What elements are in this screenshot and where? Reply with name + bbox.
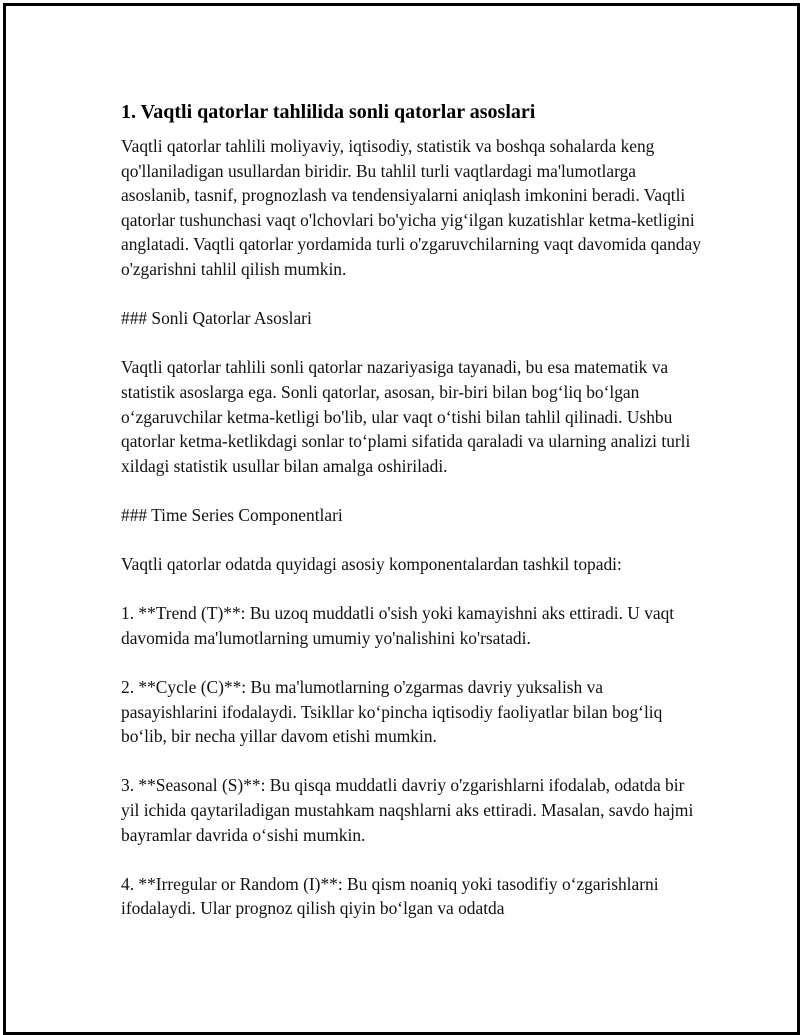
document-body — [121, 100, 701, 946]
list-item-cycle: 2. **Cycle (C)**: Bu ma'lumotlarning o'zgarmas davriy yuksalish va pasayishlarini ifodalaydi. Tsikllar ko‘pincha iqtisodiy faoliyatlar bilan bog‘liq bo‘lib, bir necha yillar davom etishi mumkin. — [121, 677, 663, 747]
page-frame — [3, 3, 800, 1035]
paragraph-intro: Vaqtli qatorlar tahlili moliyaviy, iqtisodiy, statistik va boshqa sohalarda keng qo'llaniladigan usullardan biridir. Bu tahlil turli vaqtlardagi ma'lumotlarga asoslanib, tasnif, prognozlash va tendensiyalarni aniqlash imkonini beradi. Vaqtli qatorlar tushunchasi vaqt o'lchovlari bo'yicha yig‘ilgan kuzatishlar ketma-ketligini anglatadi. Vaqtli qatorlar yordamida turli o'zgaruvchilarning vaqt davomida qanday o'zgarishni tahlil qilish mumkin. — [121, 136, 701, 279]
list-item-trend: 1. **Trend (T)**: Bu uzoq muddatli o'sish yoki kamayishni aks ettiradi. U vaqt davomida ma'lumotlarning umumiy yo'nalishini ko'rsatadi. — [121, 603, 675, 648]
section-heading-sonli-qatorlar: ### Sonli Qatorlar Asoslari — [121, 308, 312, 329]
document-title: 1. Vaqtli qatorlar tahlilida sonli qatorlar asoslari — [121, 101, 536, 123]
paragraph-sonli-qatorlar: Vaqtli qatorlar tahlili sonli qatorlar nazariyasiga tayanadi, bu esa matematik va statistik asoslarga ega. Sonli qatorlar, asosan, bir-biri bilan bog‘liq bo‘lgan o‘zgaruvchilar ketma-ketligi bo'lib, ular vaqt o‘tishi bilan tahlil qilinadi. Ushbu qatorlar ketma-ketlikdagi sonlar to‘plami sifatida qaraladi va ularning analizi turli xildagi statistik usullar bilan amalga oshiriladi. — [121, 357, 691, 476]
list-item-seasonal: 3. **Seasonal (S)**: Bu qisqa muddatli davriy o'zgarishlarni ifodalab, odatda bir yil ichida qaytariladigan mustahkam naqshlarni aks ettiradi. Masalan, savdo hajmi bayramlar davrida o‘sishi mumkin. — [121, 775, 694, 845]
section-heading-time-series: ### Time Series Componentlari — [121, 504, 343, 525]
paragraph-components-intro: Vaqtli qatorlar odatda quyidagi asosiy komponentalardan tashkil topadi: — [121, 554, 622, 575]
list-item-irregular: 4. **Irregular or Random (I)**: Bu qism noaniq yoki tasodifiy o‘zgarishlarni ifodalaydi. Ular prognoz qilish qiyin bo‘lgan va odatda — [121, 873, 659, 919]
